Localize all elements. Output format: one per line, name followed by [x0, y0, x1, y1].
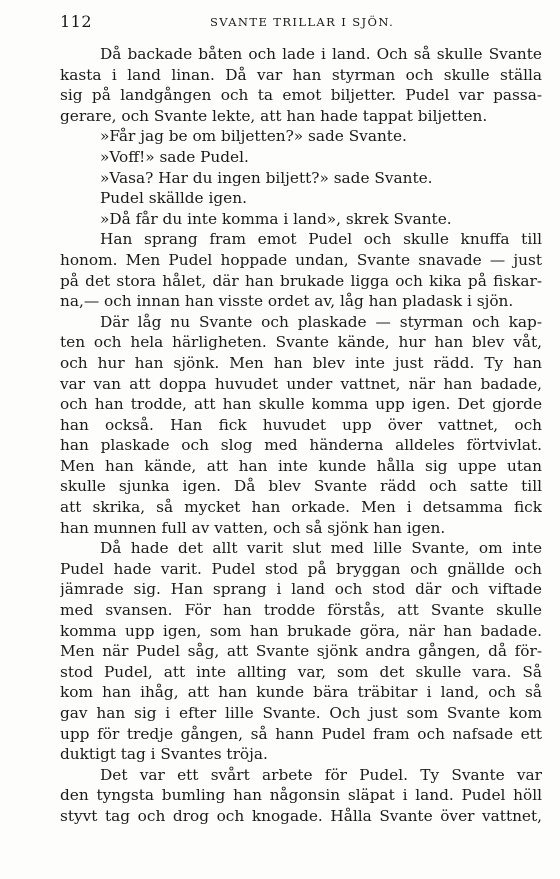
text-line: med svansen. För han trodde förstås, att Svante skulle	[60, 601, 542, 620]
text-line: Då hade det allt varit slut med lille Svante, om inte	[100, 539, 542, 558]
text-line: var van att doppa huvudet under vattnet, när han badade,	[60, 374, 542, 393]
text-line: »Voff!» sade Pudel.	[100, 147, 249, 166]
text-line: honom. Men Pudel hoppade undan, Svante snavade — just	[60, 250, 542, 269]
text-line: skulle sjunka igen. Då blev Svante rädd och satte till	[60, 477, 542, 496]
text-line: komma upp igen, som han brukade göra, när han badade.	[60, 621, 542, 640]
text-line: Men han kände, att han inte kunde hålla sig uppe utan	[60, 456, 542, 475]
text-line: gerare, och Svante lekte, att han hade tappat biljetten.	[60, 106, 488, 125]
text-line: sig på landgången och ta emot biljetter. Pudel var passa-	[60, 86, 542, 105]
text-line: han också. Han fick huvudet upp över vattnet, och	[60, 415, 542, 434]
text-line: gav han sig i efter lille Svante. Och just som Svante kom	[60, 704, 542, 722]
text-line: »Får jag be om biljetten?» sade Svante.	[100, 127, 407, 146]
text-line: Pudel skällde igen.	[100, 189, 247, 208]
text-line: den tyngsta bumling han någonsin släpat i land. Pudel höll	[60, 786, 542, 805]
text-line: och hur han sjönk. Men han blev inte just rädd. Ty han	[60, 353, 542, 372]
text-line: ten och hela härligheten. Svante kände, hur han blev våt,	[60, 333, 542, 352]
running-head: SVANTE TRILLAR I SJÖN.	[210, 15, 395, 29]
text-line: jämrade sig. Han sprang i land och stod där och viftade	[60, 580, 542, 599]
text-line: på det stora hålet, där han brukade ligga och kika på fiskar-	[60, 271, 542, 290]
text-line: kom han ihåg, att han kunde bära träbitar i land, och så	[60, 683, 542, 702]
text-line: han plaskade och slog med händerna alldeles förtvivlat.	[60, 436, 542, 455]
text-line: »Då får du inte komma i land», skrek Svante.	[100, 209, 452, 228]
text-line: Då backade båten och lade i land. Och så skulle Svante	[100, 45, 542, 63]
text-line: Där låg nu Svante och plaskade — styrman och kap-	[100, 312, 542, 331]
text-line: han munnen full av vatten, och så sjönk han igen.	[60, 518, 446, 537]
text-line: duktigt tag i Svantes tröja.	[60, 745, 268, 764]
text-line: att skrika, så mycket han orkade. Men i detsamma fick	[60, 498, 542, 517]
text-line: Han sprang fram emot Pudel och skulle knuffa till	[100, 230, 542, 249]
text-line: styvt tag och drog och knogade. Hålla Svante över vattnet,	[60, 806, 542, 825]
body-text	[60, 44, 542, 827]
text-line: stod Pudel, att inte allting var, som det skulle vara. Så	[60, 662, 542, 681]
text-line: kasta i land linan. Då var han styrman och skulle ställa	[60, 65, 542, 84]
text-line: »Vasa? Har du ingen biljett?» sade Svante.	[100, 168, 433, 187]
text-line: Det var ett svårt arbete för Pudel. Ty Svante var	[100, 765, 542, 784]
text-line: och han trodde, att han skulle komma upp igen. Det gjorde	[60, 395, 542, 414]
text-line: na,— och innan han visste ordet av, låg han pladask i sjön.	[60, 292, 514, 311]
text-line: Pudel hade varit. Pudel stod på bryggan och gnällde och	[60, 559, 542, 578]
text-line: Men när Pudel såg, att Svante sjönk andra gången, då för-	[60, 642, 542, 661]
text-line: upp för tredje gången, så hann Pudel fram och nafsade ett	[60, 724, 542, 743]
page-number: 112	[60, 12, 93, 31]
page-header	[60, 12, 542, 34]
